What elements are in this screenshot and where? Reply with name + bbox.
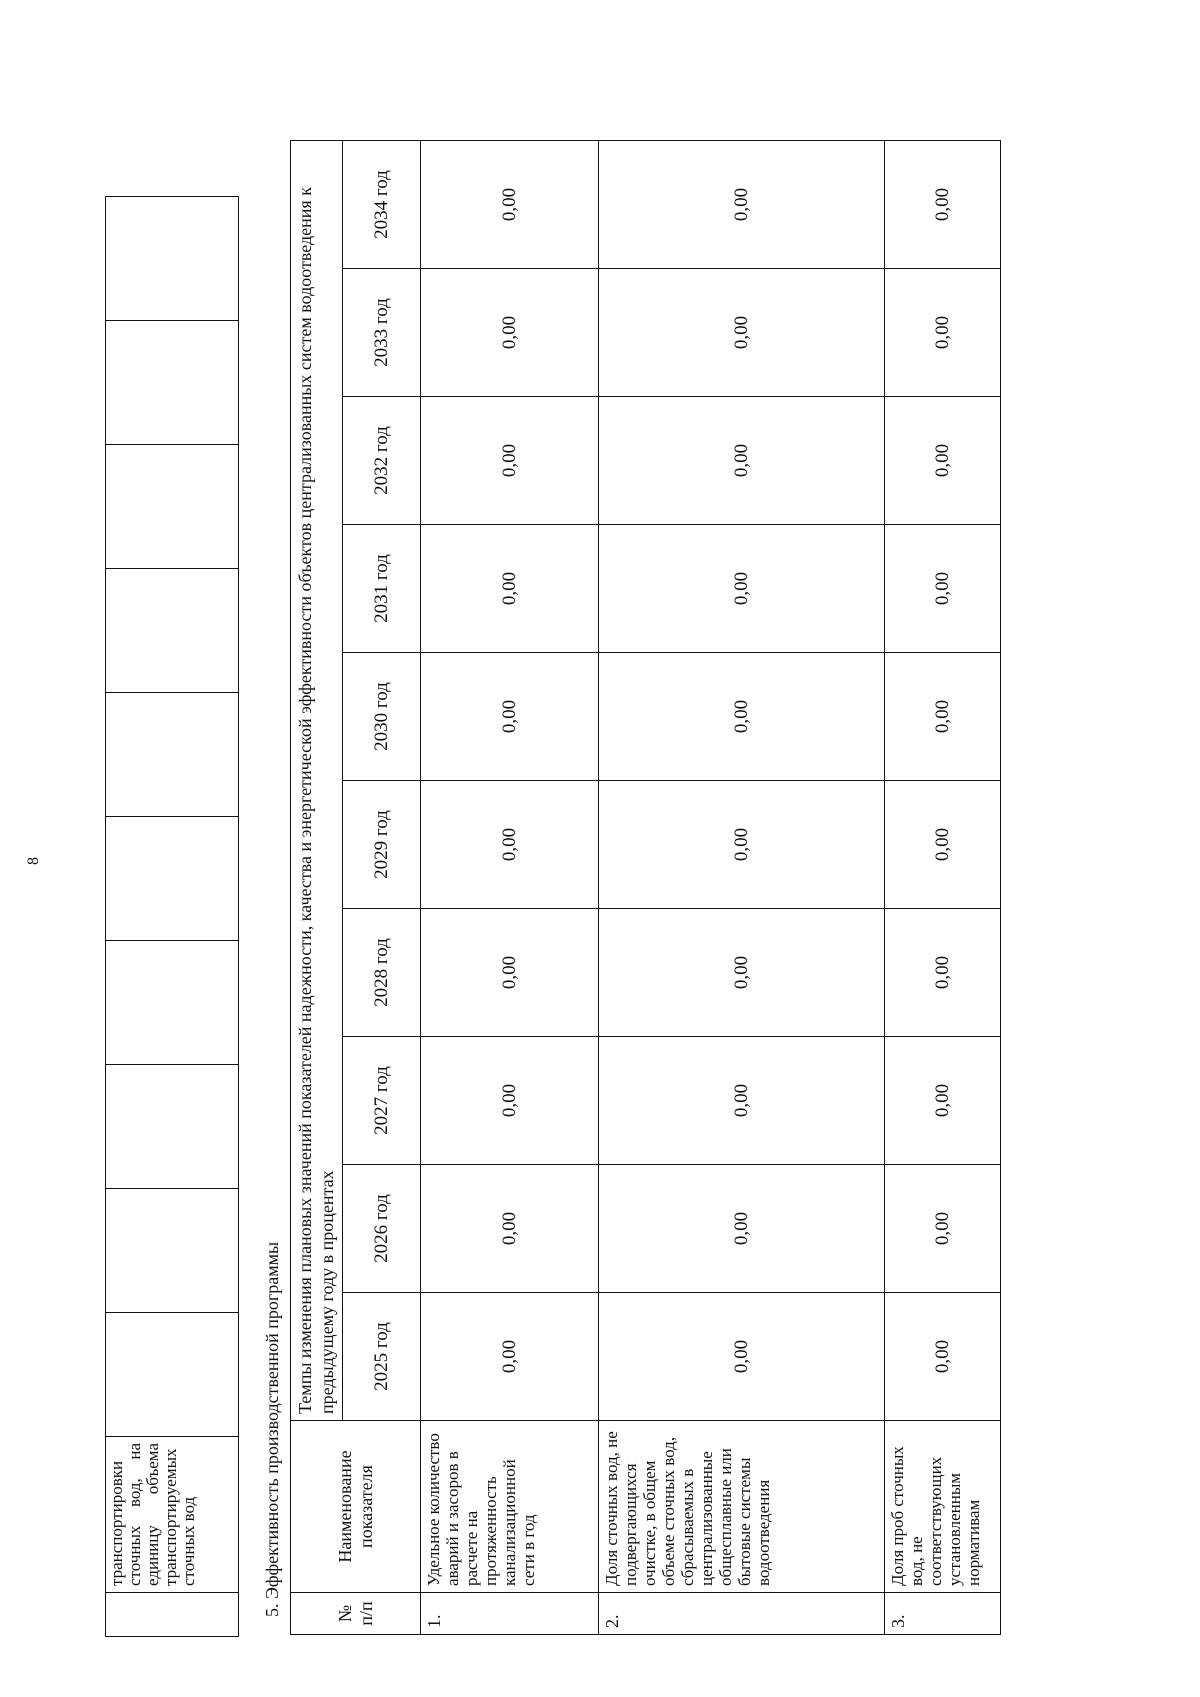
table-row <box>885 141 1001 1635</box>
year-header: 2027 год <box>343 1037 421 1165</box>
table-cell <box>106 321 239 445</box>
value-cell: 0,00 <box>599 1165 885 1293</box>
section-title: 5. Эффективность производственной программы <box>262 1241 282 1617</box>
year-header: 2026 год <box>343 1165 421 1293</box>
table-cell <box>106 817 239 941</box>
table-header-row <box>343 141 421 1635</box>
year-header: 2032 год <box>343 397 421 525</box>
value-cell: 0,00 <box>599 269 885 397</box>
value-cell: 0,00 <box>885 1165 1001 1293</box>
year-header: 2031 год <box>343 525 421 653</box>
column-group-header: Темпы изменения плановых значений показателей надежности, качества и энергетической эффективности объектов централизованных систем водоотведения к предыдущему году в процентах <box>291 141 343 1421</box>
year-header: 2029 год <box>343 781 421 909</box>
value-cell: 0,00 <box>421 141 599 269</box>
value-cell: 0,00 <box>421 269 599 397</box>
page-number: 8 <box>25 857 42 865</box>
year-header: 2025 год <box>343 1293 421 1421</box>
indicator-name: Удельное количество аварий и засоров в расчете на протяженность канализационной сети в год <box>421 1421 599 1593</box>
table-cell <box>106 1065 239 1189</box>
table-header-row <box>291 141 343 1635</box>
value-cell: 0,00 <box>599 397 885 525</box>
year-header: 2028 год <box>343 909 421 1037</box>
value-cell: 0,00 <box>885 909 1001 1037</box>
value-cell: 0,00 <box>421 781 599 909</box>
top-table-fragment <box>105 196 239 1637</box>
table-cell <box>106 445 239 569</box>
value-cell: 0,00 <box>885 653 1001 781</box>
value-cell: 0,00 <box>599 781 885 909</box>
value-cell: 0,00 <box>885 141 1001 269</box>
row-number: 1. <box>421 1593 599 1635</box>
value-cell: 0,00 <box>599 909 885 1037</box>
row-number: 2. <box>599 1593 885 1635</box>
indicator-description: транспортировки сточных вод, на единицу объема транспортируемых сточных вод <box>106 1437 239 1593</box>
column-header-number: № п/п <box>291 1593 421 1635</box>
value-cell: 0,00 <box>421 1293 599 1421</box>
value-cell: 0,00 <box>599 653 885 781</box>
value-cell: 0,00 <box>421 1165 599 1293</box>
value-cell: 0,00 <box>599 1037 885 1165</box>
year-header: 2030 год <box>343 653 421 781</box>
efficiency-table <box>290 140 1001 1635</box>
table-cell <box>106 693 239 817</box>
indicator-name: Доля проб сточных вод, не соответствующих установленным нормативам <box>885 1421 1001 1593</box>
value-cell: 0,00 <box>885 1293 1001 1421</box>
value-cell: 0,00 <box>885 269 1001 397</box>
value-cell: 0,00 <box>885 1037 1001 1165</box>
value-cell: 0,00 <box>421 909 599 1037</box>
value-cell: 0,00 <box>885 397 1001 525</box>
table-cell <box>106 197 239 321</box>
table-row <box>106 197 239 1637</box>
year-header: 2033 год <box>343 269 421 397</box>
value-cell: 0,00 <box>421 397 599 525</box>
column-header-name: Наименование показателя <box>291 1421 421 1593</box>
value-cell: 0,00 <box>421 525 599 653</box>
table-row <box>599 141 885 1635</box>
table-cell <box>106 569 239 693</box>
value-cell: 0,00 <box>421 1037 599 1165</box>
value-cell: 0,00 <box>599 1293 885 1421</box>
value-cell: 0,00 <box>885 781 1001 909</box>
table-cell <box>106 1593 239 1637</box>
value-cell: 0,00 <box>885 525 1001 653</box>
indicator-name: Доля сточных вод, не подвергающихся очистке, в общем объеме сточных вод, сбрасываемых в централизованные общесплавные или бытовые системы водоотведения <box>599 1421 885 1593</box>
row-number: 3. <box>885 1593 1001 1635</box>
table-row <box>421 141 599 1635</box>
value-cell: 0,00 <box>599 525 885 653</box>
table-cell <box>106 1189 239 1313</box>
table-cell <box>106 1313 239 1437</box>
value-cell: 0,00 <box>421 653 599 781</box>
value-cell: 0,00 <box>599 141 885 269</box>
table-cell <box>106 941 239 1065</box>
year-header: 2034 год <box>343 141 421 269</box>
